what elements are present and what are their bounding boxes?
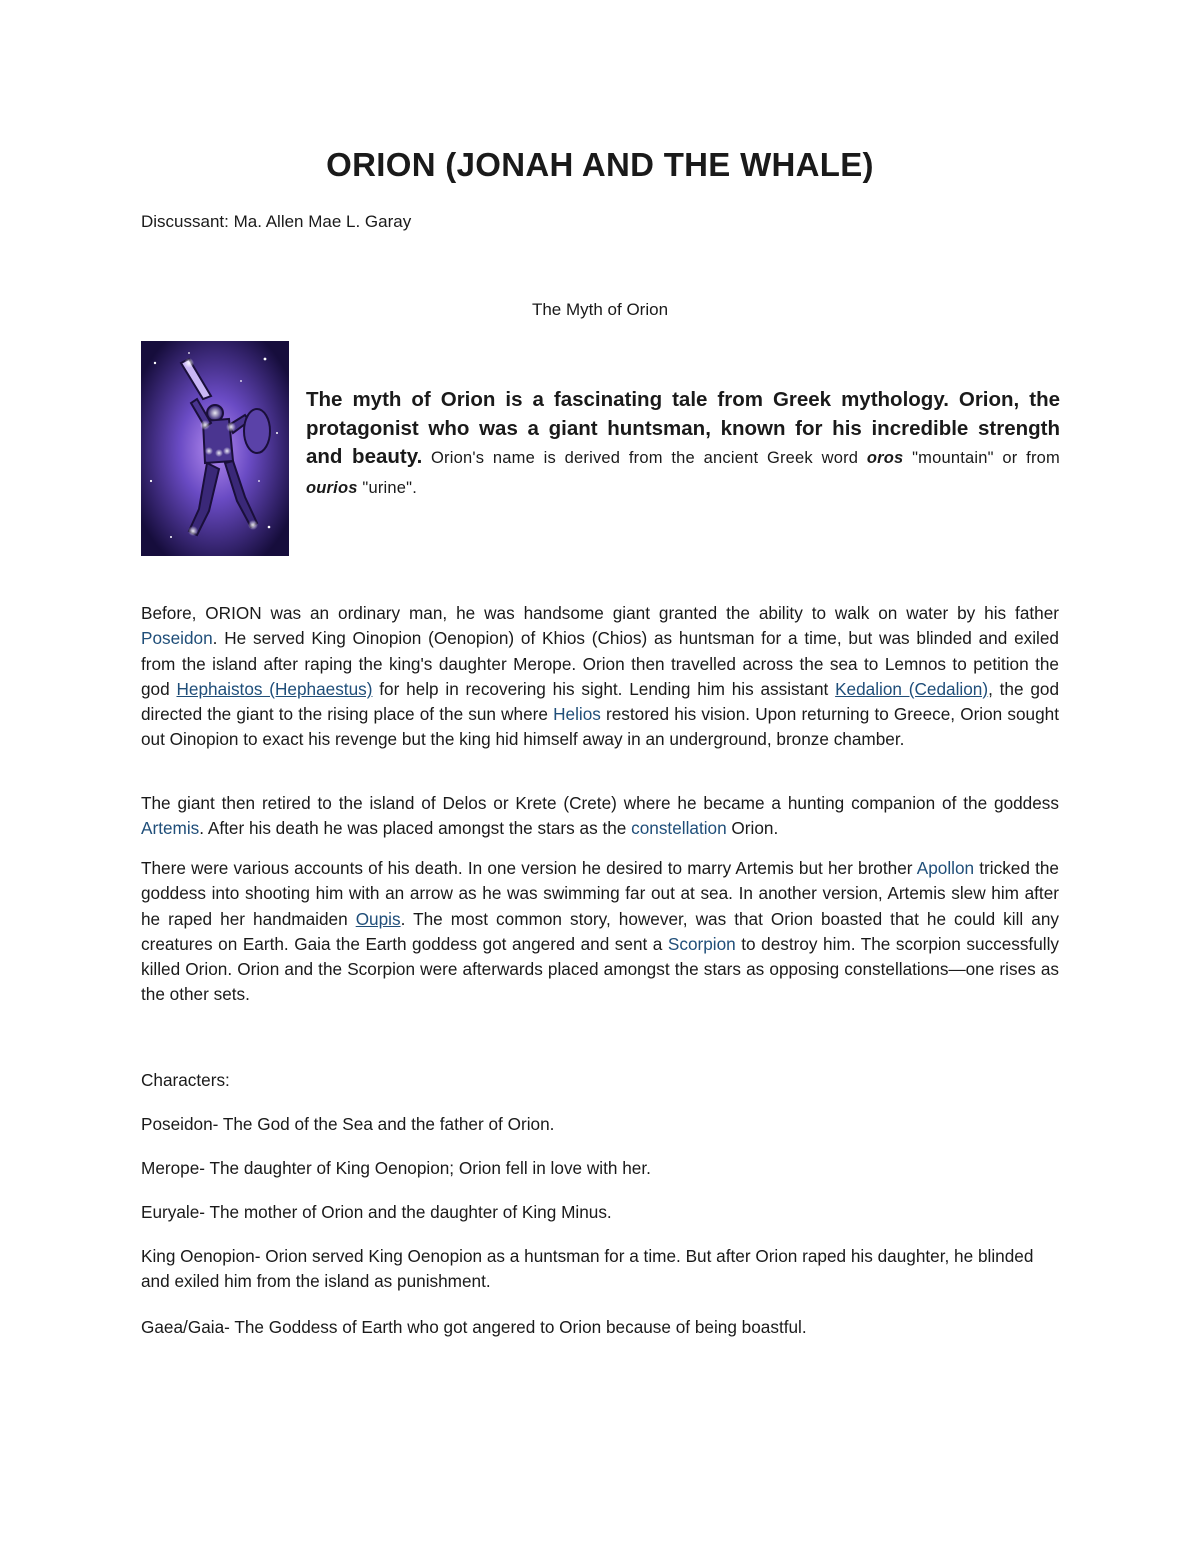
intro-text bbox=[306, 386, 1060, 502]
intro-word-ourios: ourios bbox=[306, 478, 358, 497]
intro-lead: The myth of Orion is a fascinating tale from Greek mythology. Orion, the protagonist who was a giant huntsman, known for his incredible strength and beauty. bbox=[306, 388, 1060, 468]
character-king-oenopion: King Oenopion- Orion served King Oenopion as a huntsman for a time. But after Orion raped his daughter, he blinded and exiled him from the island as punishment. bbox=[141, 1246, 1034, 1292]
paragraph-origin bbox=[141, 601, 1059, 753]
discussant-line: Discussant: Ma. Allen Mae L. Garay bbox=[141, 212, 412, 231]
paragraph-text: for help in recovering his sight. Lending him his assistant bbox=[372, 678, 836, 699]
character-euryale: Euryale- The mother of Orion and the daughter of King Minus. bbox=[141, 1202, 612, 1222]
intro-rest-c: "urine". bbox=[357, 478, 417, 497]
paragraph-text: . The most common story, however, was that Orion boasted that he could kill any creatures on Earth. Gaia the Earth goddess got angered and sent a bbox=[141, 908, 1059, 954]
link-oupis[interactable]: Oupis bbox=[355, 908, 401, 929]
link-poseidon[interactable]: Poseidon bbox=[141, 628, 213, 649]
link-scorpion[interactable]: Scorpion bbox=[667, 933, 736, 954]
section-subtitle: The Myth of Orion bbox=[531, 300, 669, 319]
link-kedalion[interactable]: Kedalion (Cedalion) bbox=[835, 678, 989, 699]
paragraph-text: , the god directed the giant to the rising place of the sun where bbox=[141, 678, 1060, 725]
intro-paragraph bbox=[306, 386, 1060, 502]
link-hephaistos[interactable]: Hephaistos (Hephaestus) bbox=[176, 678, 373, 699]
paragraph-text: Orion. bbox=[726, 818, 779, 839]
paragraph-text: restored his vision. Upon returning to Greece, Orion sought out Oinopion to exact his revenge but the king hid himself away in an underground, bronze chamber. bbox=[141, 704, 1059, 750]
paragraph-text: . He served King Oinopion (Oenopion) of Khios (Chios) as huntsman for a time, but was blinded and exiled from the island after raping the king's daughter Merope. Orion then travelled across the sea to Lemnos to petition the god bbox=[141, 628, 1059, 699]
paragraph-text: . After his death he was placed amongst the stars as the bbox=[199, 818, 632, 839]
link-artemis[interactable]: Artemis bbox=[141, 818, 200, 839]
character-merope: Merope- The daughter of King Oenopion; Orion fell in love with her. bbox=[141, 1158, 651, 1178]
paragraph-delos bbox=[141, 791, 1059, 842]
intro-rest-a: Orion's name is derived from the ancient Greek word bbox=[422, 449, 867, 467]
intro-word-oros: oros bbox=[866, 449, 904, 467]
document-title: ORION (JONAH AND THE WHALE) bbox=[326, 146, 874, 183]
paragraph-text: tricked the goddess into shooting him with an arrow as he was swimming far out at sea. In another version, Artemis slew him after he raped her handmaiden bbox=[141, 858, 1059, 929]
character-gaia: Gaea/Gaia- The Goddess of Earth who got angered to Orion because of being boastful. bbox=[141, 1317, 807, 1337]
paragraph-text: There were various accounts of his death. In one version he desired to marry Artemis but her brother bbox=[141, 858, 917, 878]
paragraph-text: to destroy him. The scorpion successfully killed Orion. Orion and the Scorpion were afterwards placed amongst the stars as opposing constellations—one rises as the other sets. bbox=[141, 933, 1060, 1005]
paragraph-text: The giant then retired to the island of Delos or Krete (Crete) where he became a hunting companion of the goddess bbox=[141, 793, 1059, 813]
orion-constellation-image bbox=[141, 341, 289, 556]
link-constellation[interactable]: constellation bbox=[631, 818, 727, 839]
character-poseidon: Poseidon- The God of the Sea and the father of Orion. bbox=[141, 1114, 555, 1134]
paragraph-death bbox=[141, 856, 1059, 1008]
characters-heading: Characters: bbox=[141, 1070, 230, 1090]
link-helios[interactable]: Helios bbox=[553, 704, 601, 725]
intro-rest-b: "mountain" or from bbox=[903, 449, 1060, 467]
paragraph-text: Before, ORION was an ordinary man, he was handsome giant granted the ability to walk on water by his father bbox=[141, 603, 1059, 623]
link-apollon[interactable]: Apollon bbox=[916, 858, 975, 878]
